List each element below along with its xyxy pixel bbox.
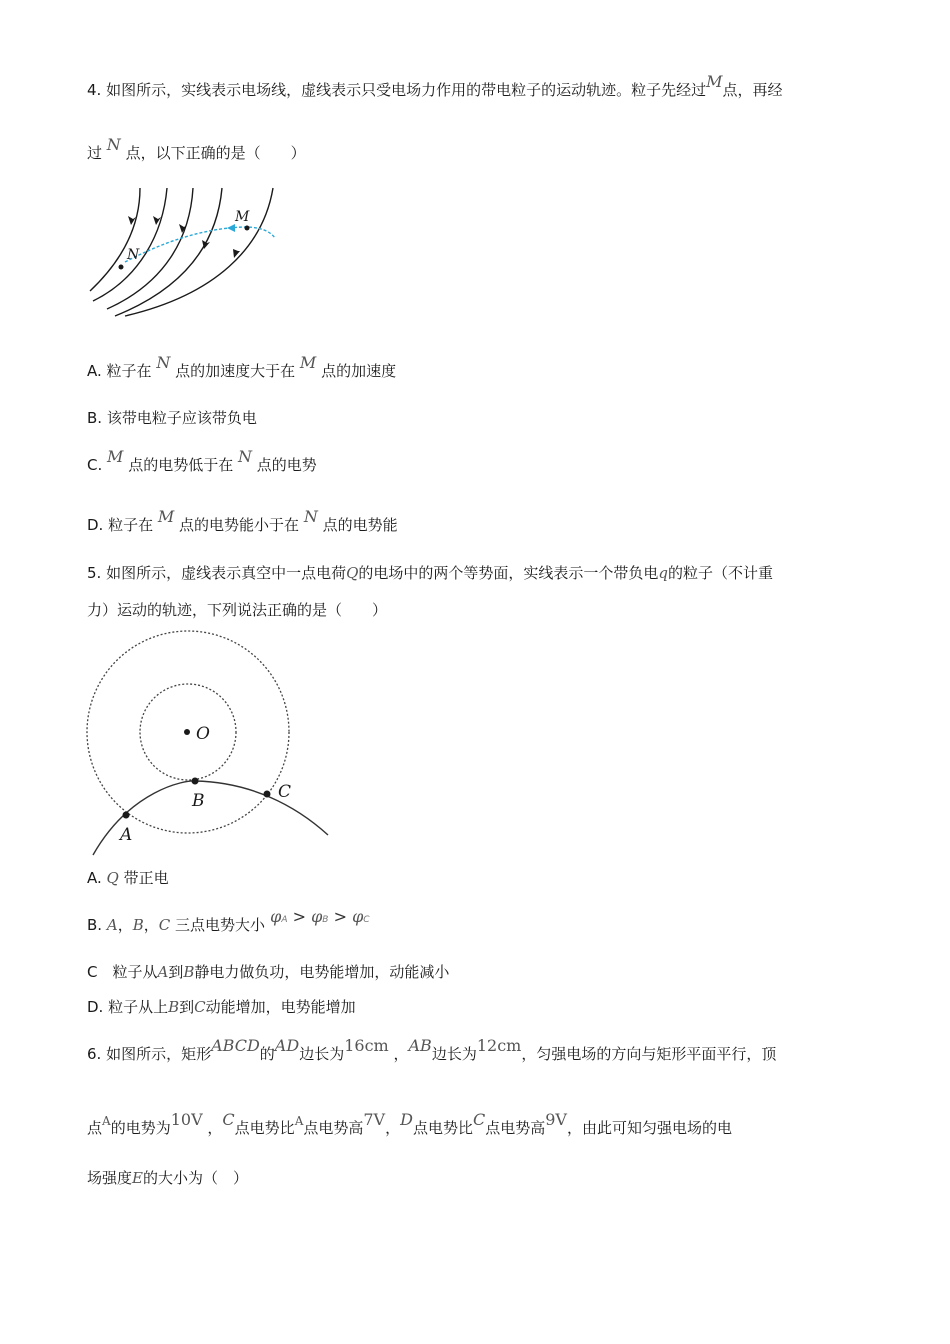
- math-B: B: [168, 998, 180, 1016]
- option-d-to: 到: [179, 998, 195, 1016]
- math-B: B: [132, 916, 144, 934]
- q6-stem-text-4: 边长为: [431, 1045, 477, 1063]
- math-M: M: [107, 447, 124, 466]
- math-C: C: [194, 998, 206, 1016]
- q6-stem-line3: [87, 1168, 248, 1188]
- option-d-text: D. 粒子在: [87, 516, 154, 534]
- math-N: N: [156, 353, 171, 372]
- field-line-3: [107, 188, 193, 309]
- option-c-to: 到: [168, 963, 184, 981]
- option-c-mid: 点的电势低于在: [128, 456, 234, 474]
- q6-stem-text-2: 的: [259, 1045, 275, 1063]
- option-c-text: C 粒子从: [87, 963, 158, 981]
- option-c-suffix: 点的电势: [256, 456, 317, 474]
- q6-stem-text-8: 点电势比: [234, 1119, 295, 1137]
- value-9V: 9V: [545, 1110, 567, 1129]
- math-phi: φ: [352, 907, 364, 926]
- gt-sign: >: [333, 907, 347, 926]
- option-d-suffix: 点的电势能: [322, 516, 398, 534]
- q6-stem-text-6: 点: [87, 1119, 103, 1137]
- math-D: D: [400, 1110, 413, 1129]
- point-A: [123, 812, 130, 819]
- field-line-1: [90, 188, 140, 291]
- math-M: M: [157, 507, 175, 526]
- subscript-B: B: [322, 915, 329, 925]
- q4-option-c[interactable]: [87, 447, 317, 475]
- math-phi: φ: [270, 907, 282, 926]
- option-b-text: B. 该带电粒子应该带负电: [87, 409, 257, 427]
- math-Q: Q: [106, 869, 119, 887]
- math-q: q: [658, 564, 669, 582]
- math-phi: φ: [311, 907, 323, 926]
- math-AD: AD: [274, 1036, 300, 1055]
- q6-stem-line1: [87, 1036, 777, 1064]
- value-7V: 7V: [363, 1110, 386, 1129]
- option-d-suffix: 动能增加，电势能增加: [205, 998, 356, 1016]
- point-M: [245, 226, 250, 231]
- point-B: [192, 778, 199, 785]
- q5-option-c[interactable]: [87, 962, 449, 982]
- value-10V: 10V: [170, 1110, 203, 1129]
- q5-stem-line2: [87, 600, 387, 620]
- q4-stem-text-4: 点，以下正确的是（ ）: [125, 144, 306, 162]
- option-a-text: A.: [87, 869, 102, 887]
- option-c-suffix: 静电力做负功，电势能增加，动能减小: [194, 963, 450, 981]
- separator: ，: [393, 1045, 409, 1063]
- q6-stem-text-3: 边长为: [299, 1045, 345, 1063]
- math-M: M: [299, 353, 317, 372]
- q4-option-a[interactable]: [87, 353, 397, 381]
- label-C: C: [278, 782, 292, 802]
- label-N: N: [127, 247, 140, 263]
- option-d-mid: 点的电势能小于在: [179, 516, 300, 534]
- math-A: A: [106, 916, 118, 934]
- potential-inequality: [265, 907, 370, 926]
- q6-stem-text: 6. 如图所示，矩形: [87, 1045, 212, 1063]
- q6-stem-text-5: ，匀强电场的方向与矩形平面平行，顶: [521, 1045, 777, 1063]
- q4-stem-text-2: 点，再经: [722, 81, 783, 99]
- q5-option-b[interactable]: [87, 907, 370, 938]
- q6-stem-line2: [87, 1110, 732, 1139]
- math-N: N: [238, 447, 252, 466]
- math-A: A: [294, 1114, 304, 1128]
- option-a-suffix: 点的加速度: [321, 362, 397, 380]
- q4-stem-text-3: 过: [87, 144, 103, 162]
- value-12cm: 12cm: [476, 1036, 522, 1055]
- math-E: E: [132, 1169, 143, 1187]
- q5-stem-text-2: 的电场中的两个等势面，实线表示一个带负电: [358, 564, 659, 582]
- q6-stem-text-14: 的大小为（ ）: [142, 1169, 248, 1187]
- math-A: A: [157, 963, 169, 981]
- q5-stem-text-3: 的粒子（不计重: [668, 564, 774, 582]
- q4-option-d[interactable]: [87, 507, 398, 535]
- subscript-A: A: [281, 915, 288, 925]
- math-B: B: [183, 963, 195, 981]
- option-c-text: C.: [87, 456, 103, 474]
- option-a-text: A. 粒子在: [87, 362, 152, 380]
- q6-stem-text-13: 场强度: [87, 1169, 133, 1187]
- q4-field-lines-figure: [85, 183, 285, 323]
- separator: ，: [385, 1119, 401, 1137]
- q5-stem-text-4: 力）运动的轨迹，下列说法正确的是（ ）: [87, 601, 388, 619]
- math-ABCD: ABCD: [211, 1036, 260, 1055]
- separator: ，: [117, 916, 133, 934]
- q4-stem-line1: [87, 72, 783, 100]
- math-A: A: [102, 1114, 111, 1128]
- label-B: B: [192, 791, 205, 811]
- math-C: C: [222, 1110, 235, 1129]
- q4-stem-line2: [87, 135, 306, 163]
- value-16cm: 16cm: [344, 1036, 389, 1055]
- q5-stem-line1: [87, 563, 773, 583]
- q5-option-a[interactable]: [87, 868, 169, 888]
- math-N: N: [303, 507, 318, 526]
- math-C: C: [158, 916, 171, 934]
- option-d-text: D. 粒子从上: [87, 998, 169, 1016]
- q5-equipotential-figure: [85, 630, 335, 858]
- math-M: M: [706, 72, 723, 91]
- point-N: [119, 265, 124, 270]
- field-line-2: [93, 188, 167, 301]
- point-O: [184, 729, 190, 735]
- q6-stem-text-9: 点电势高: [303, 1119, 364, 1137]
- q6-stem-text-7: 的电势为: [110, 1119, 171, 1137]
- q5-stem-text: 5. 如图所示，虚线表示真空中一点电荷: [87, 564, 347, 582]
- math-N: N: [106, 135, 121, 154]
- math-Q: Q: [346, 564, 359, 582]
- subscript-C: C: [363, 915, 370, 925]
- point-C: [264, 791, 271, 798]
- q4-option-b[interactable]: [87, 408, 257, 428]
- q6-stem-text-11: 点电势高: [485, 1119, 546, 1137]
- option-a-suffix: 带正电: [123, 869, 169, 887]
- label-O: O: [196, 724, 210, 744]
- q6-stem-text-12: ，由此可知匀强电场的电: [566, 1119, 732, 1137]
- separator: ，: [143, 916, 159, 934]
- label-A: A: [120, 825, 133, 845]
- particle-trajectory: [125, 227, 275, 262]
- option-a-mid: 点的加速度大于在: [175, 362, 296, 380]
- option-b-mid: 三点电势大小: [175, 916, 266, 934]
- trajectory-arrow: [227, 224, 235, 232]
- gt-sign: >: [292, 907, 306, 926]
- q4-stem-text: 4. 如图所示，实线表示电场线，虚线表示只受电场力作用的带电粒子的运动轨迹。粒子先经过: [87, 81, 707, 99]
- math-AB: AB: [408, 1036, 432, 1055]
- math-C: C: [472, 1110, 486, 1129]
- q5-option-d[interactable]: [87, 997, 356, 1017]
- q6-stem-text-10: 点电势比: [412, 1119, 473, 1137]
- option-b-text: B.: [87, 916, 103, 934]
- separator: ，: [207, 1119, 223, 1137]
- label-M: M: [235, 209, 250, 225]
